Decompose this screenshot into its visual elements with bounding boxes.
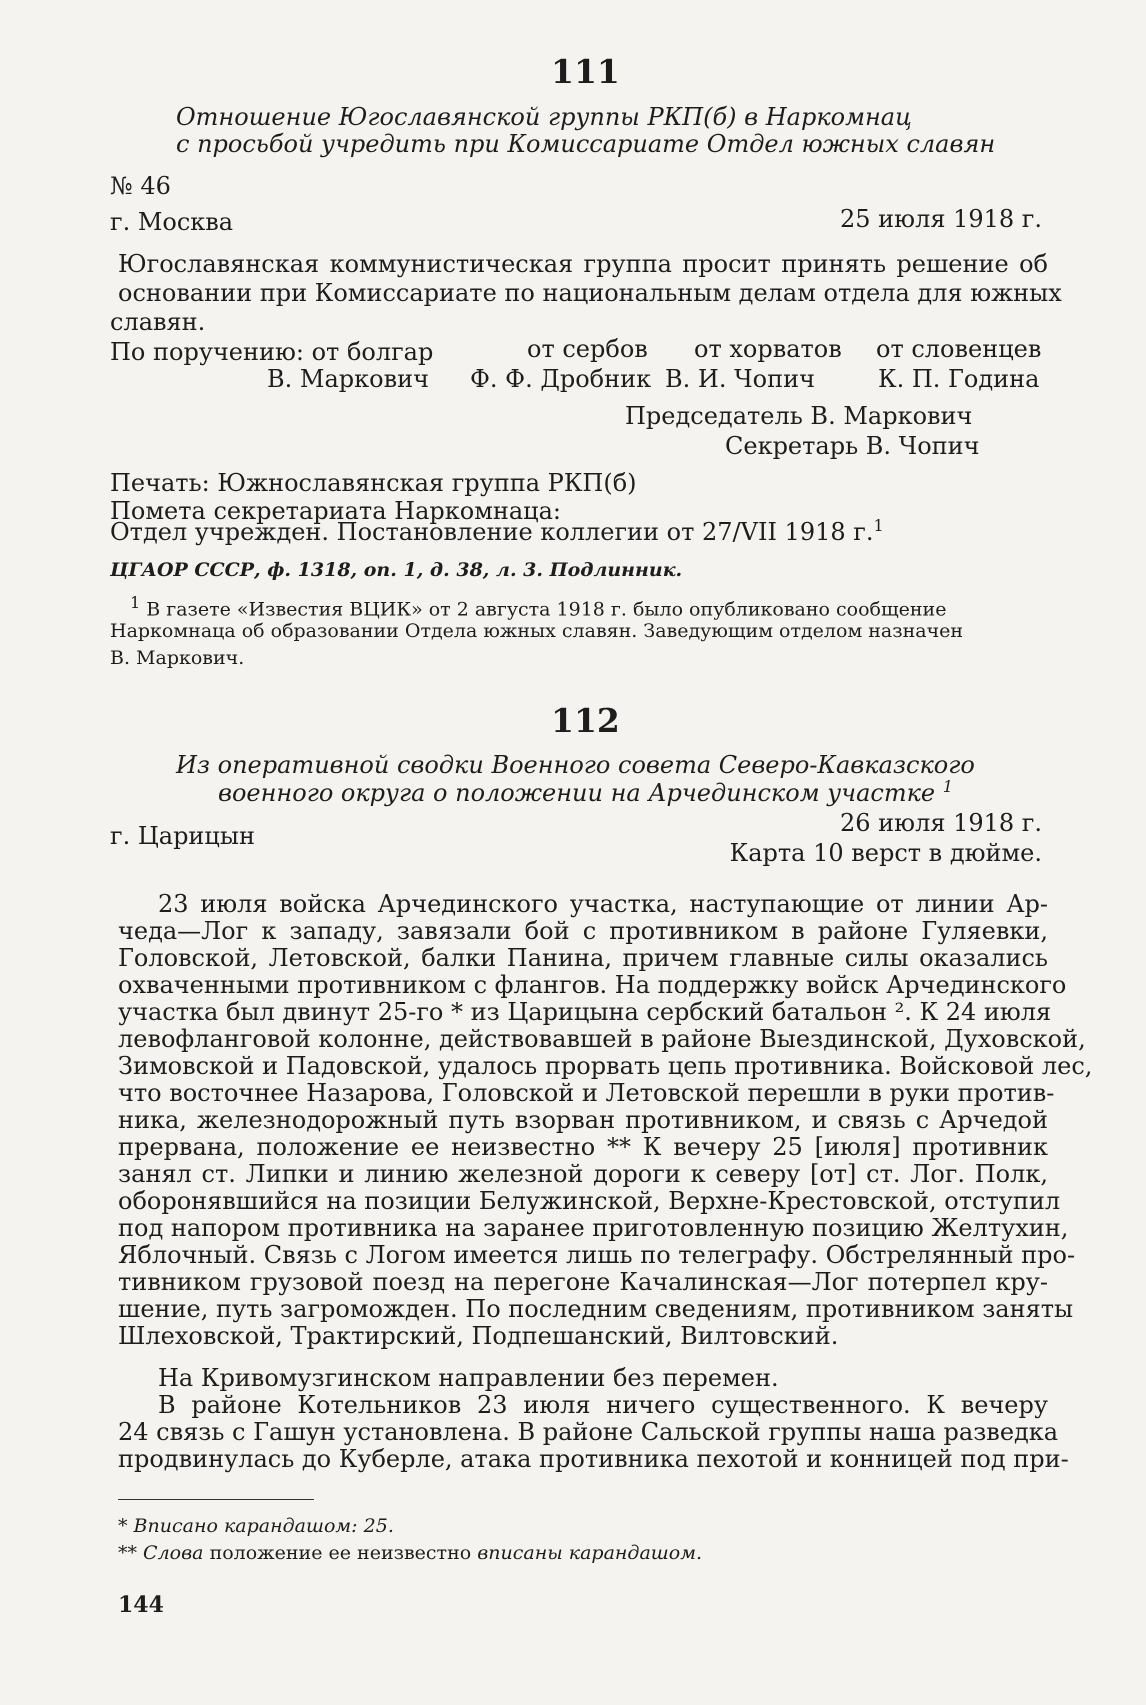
page-footnote-2-italic-start: Слова [143,1542,204,1564]
page-footnote-2-quoted-words: положение ее неизвестно [209,1542,472,1564]
page-footnote-1-text: Вписано карандашом: [133,1515,358,1537]
footnote-line: В. Маркович. [110,647,245,669]
doc-112-body-line: что восточнее Назарова, Головской и Летовской перешли в руки против- [118,1079,1055,1107]
doc-111-date: 25 июля 1918 г. [840,205,1042,233]
doc-111-title-line1: Отношение Югославянской группы РКП(б) в Наркомнац [176,103,912,131]
doc-112-paragraph-3-line: продвинулась до Куберле, атака противника пехотой и конницей под при- [118,1445,1069,1473]
footnote-separator [118,1499,314,1500]
doc-112-body-line: 23 июля войска Арчединского участка, наступающие от линии Ар- [158,890,1048,918]
footnote-line: Наркомнаца об образовании Отдела южных славян. Заведующим отделом назначен [110,620,964,642]
doc-112-body-line: прервана, положение ее неизвестно ** К вечеру 25 [июля] противник [118,1133,1048,1161]
doc-112-paragraph-3-line: В районе Котельников 23 июля ничего существенного. К вечеру [158,1391,1048,1419]
doc-112-date: 26 июля 1918 г. [840,809,1042,837]
doc-112-title-footnote-ref: 1 [942,777,953,796]
footnote-mark: 1 [130,593,141,612]
page-footnote-2 [118,1542,702,1564]
doc-112-body-line: занял ст. Липки и линию железной дороги к северу [от] ст. Лог. Полк, [118,1160,1048,1188]
page-number: 144 [118,1592,164,1618]
doc-112-body-line: Головской, Летовской, балки Панина, причем главные силы оказались [118,944,1048,972]
signer-name-drobnik: Ф. Ф. Дробник [470,365,652,393]
doc-112-body-line: охваченными противником с флангов. На поддержку войск Арчединского [118,971,1067,999]
doc-111-body-line: основании при Комиссариате по национальным делам отдела для южных [118,279,1062,307]
doc-111-number: 111 [551,52,620,91]
doc-111-body-line: славян. [110,308,206,336]
doc-112-number: 112 [551,701,620,740]
note-heading: Помета секретариата Наркомнаца: [110,497,561,525]
signer-name-godina: К. П. Година [878,365,1040,393]
signer-label-serbs: от сербов [527,335,648,363]
doc-111-reg-number: № 46 [110,172,171,200]
footnote-line [130,593,946,620]
doc-111-title-line2: с просьбой учредить при Комиссариате Отдел южных славян [176,130,996,158]
doc-112-body-line: под напором противника на заранее приготовленную позицию Желтухин, [118,1214,1069,1242]
doc-112-body-line: чеда—Лог к западу, завязали бой с противником в районе Гуляевки, [118,917,1048,945]
archive-reference: ЦГАОР СССР, ф. 1318, оп. 1, д. 38, л. 3. Подлинник. [110,559,683,581]
doc-112-body-line: ника, железнодорожный путь взорван противником, и связь с Арчедой [118,1106,1048,1134]
page-footnote-1-value: 25. [363,1515,394,1537]
doc-112-body-line: Яблочный. Связь с Логом имеется лишь по телеграфу. Обстрелянный про- [118,1241,1076,1269]
chairman-signature: Председатель В. Маркович [625,402,973,430]
doc-112-paragraph-3-line: 24 связь с Гашун установлена. В районе Сальской группы наша разведка [118,1418,1059,1446]
doc-112-body-line: оборонявшийся на позиции Белужинской, Верхне-Крестовской, отступил [118,1187,1061,1215]
secretary-signature: Секретарь В. Чопич [725,432,980,460]
note-footnote-ref: 1 [873,516,884,535]
doc-112-body-line: участка был двинут 25-го * из Царицына сербский батальон ². К 24 июля [118,998,1052,1026]
signer-name-markovich: В. Маркович [267,365,429,393]
doc-112-body-line: тивником грузовой поезд на перегоне Качалинская—Лог потерпел кру- [118,1268,1048,1296]
signer-name-chopich: В. И. Чопич [665,365,815,393]
doc-112-place: г. Царицын [110,822,255,850]
doc-111-place: г. Москва [110,208,234,236]
page-footnote-2-mark: ** [118,1542,137,1564]
doc-112-title-text: военного округа о положении на Арчединском участке [218,779,936,807]
doc-112-body-line: Шлеховской, Трактирский, Подпешанский, Вилтовский. [118,1322,839,1350]
doc-112-map-note: Карта 10 верст в дюйме. [729,839,1042,867]
signer-label-bulgarians: По поручению: от болгар [110,338,434,366]
doc-111-body-line: Югославянская коммунистическая группа просит принять решение об [118,250,1048,278]
page-footnote-1 [118,1515,394,1537]
doc-112-body-line: шение, путь загроможден. По последним сведениям, противником заняты [118,1295,1074,1323]
footnote-text: В газете «Известия ВЦИК» от 2 августа 1918 г. было опубликовано сообщение [146,598,947,621]
note-text: Отдел учрежден. Постановление коллегии от 27/VII 1918 г. [110,518,874,546]
doc-112-title-line2 [218,777,953,807]
page-footnote-1-mark: * [118,1515,128,1537]
stamp-line: Печать: Южнославянская группа РКП(б) [110,469,637,497]
note-line [110,516,884,546]
signer-label-slovenes: от словенцев [876,335,1042,363]
doc-112-body-line: левофланговой колонне, действовавшей в районе Выездинской, Духовской, [118,1025,1086,1053]
doc-112-paragraph-2: На Кривомузгинском направлении без перемен. [158,1364,779,1392]
page-footnote-2-italic-end: вписаны карандашом. [477,1542,703,1564]
doc-112-body-line: Зимовской и Падовской, удалось прорвать цепь противника. Войсковой лес, [118,1052,1093,1080]
doc-112-title-line1: Из оперативной сводки Военного совета Северо-Кавказского [176,751,975,779]
signer-label-croats: от хорватов [694,335,842,363]
